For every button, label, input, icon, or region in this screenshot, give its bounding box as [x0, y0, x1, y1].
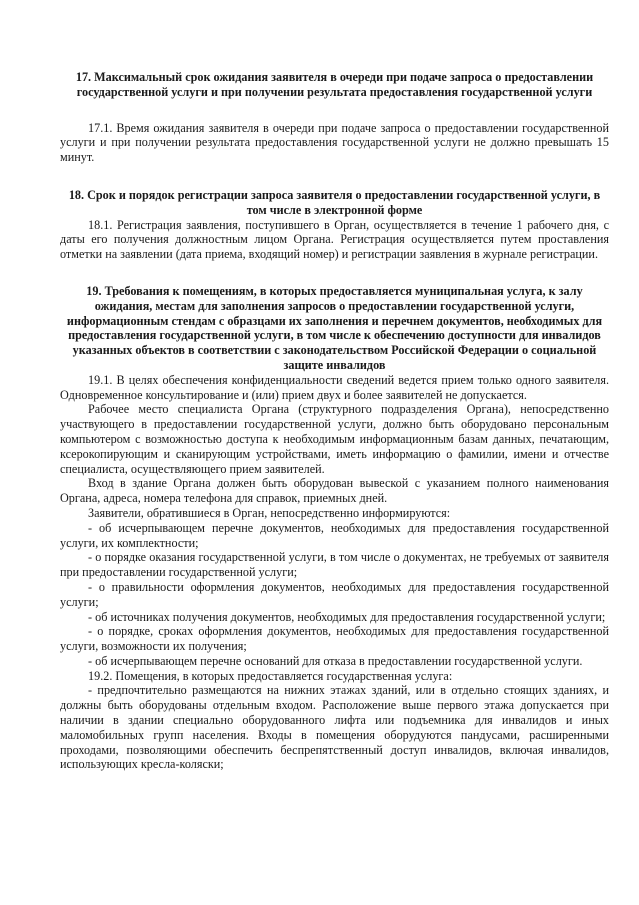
section-19-title: 19. Требования к помещениям, в которых предоставляется муниципальная услуга, к залу ожидания, местам для заполнения запросов о предоставлении государственной услуги, информационным стендам с образцами их заполнения и перечнем документов, необходимых для предоставления государственной услуги, в том числе к обеспечению доступности для инвалидов указанных объектов в соответствии с законодательством Российской Федерации о социальной защите инвалидов [66, 283, 603, 372]
section-17-title: 17. Максимальный срок ожидания заявителя в очереди при подаче запроса о предоставлении государственной услуги и при получении результата предоставления государственной услуги [75, 70, 594, 99]
paragraph-19-2: 19.2. Помещения, в которых предоставляется государственная услуга: [88, 668, 453, 683]
paragraph-19-1: 19.1. В целях обеспечения конфиденциальности сведений ведется прием только одного заявителя. Одновременное консультирование и (или) прием двух и более заявителей не допускается. [60, 372, 609, 402]
section-19 [60, 284, 609, 772]
paragraph-entrance-sign: Вход в здание Органа должен быть оборудован вывеской с указанием полного наименования Органа, адреса, номера телефона для справок, приемных дней. [60, 476, 609, 506]
paragraph-informed: Заявители, обратившиеся в Орган, непосредственно информируются: [88, 505, 451, 520]
section-18-title: 18. Срок и порядок регистрации запроса заявителя о предоставлении государственной услуги, в том числе в электронной форме [68, 187, 601, 217]
list-item: - предпочтительно размещаются на нижних этажах зданий, или в отдельно стоящих зданиях, и должны быть оборудованы отдельным входом. Расположение выше первого этажа допускается при наличии в здании специально оборудованного лифта или подъемника для инвалидов и иных маломобильных групп населения. Входы в помещения оборудуются пандусами, расширенными проходами, позволяющими обеспечить беспрепятственный доступ инвалидов, включая инвалидов, использующих кресла-коляски; [60, 683, 609, 772]
paragraph-17-1: 17.1. Время ожидания заявителя в очереди при подаче запроса о предоставлении государственной услуги и при получении результата предоставления государственной услуги не должно превышать 15 минут. [60, 120, 609, 165]
paragraph-18-1: 18.1. Регистрация заявления, поступившего в Орган, осуществляется в течение 1 рабочего дня, с даты его получения должностным лицом Органа. Регистрация осуществляется путем проставления отметки на заявлении (дата приема, входящий номер) и регистрации заявления в журнале регистрации. [60, 217, 609, 262]
list-item: - о порядке оказания государственной услуги, в том числе о документах, не требуемых от заявителя при предоставлении государственной услуги; [60, 550, 609, 580]
list-item: - о порядке, сроках оформления документов, необходимых для предоставления государственной услуги, возможности их получения; [60, 624, 609, 654]
list-item: - о правильности оформления документов, необходимых для предоставления государственной услуги; [60, 579, 609, 609]
paragraph-workplace: Рабочее место специалиста Органа (структурного подразделения Органа), непосредственно участвующего в предоставлении государственной услуги, должно быть оборудовано персональным компьютером с возможностью доступа к необходимым информационным базам данных, печатающим, ксерокопирующим и сканирующим устройствами, иметь информацию о фамилии, имени и отчестве специалиста, осуществляющего прием заявителей. [60, 402, 609, 476]
section-18 [60, 188, 609, 262]
list-item: - об исчерпывающем перечне документов, необходимых для предоставления государственной услуги, их комплектности; [60, 520, 609, 550]
list-item: - об источниках получения документов, необходимых для предоставления государственной услуги; [88, 609, 606, 624]
list-item: - об исчерпывающем перечне оснований для отказа в предоставлении государственной услуги. [88, 653, 583, 668]
section-17 [60, 70, 609, 165]
